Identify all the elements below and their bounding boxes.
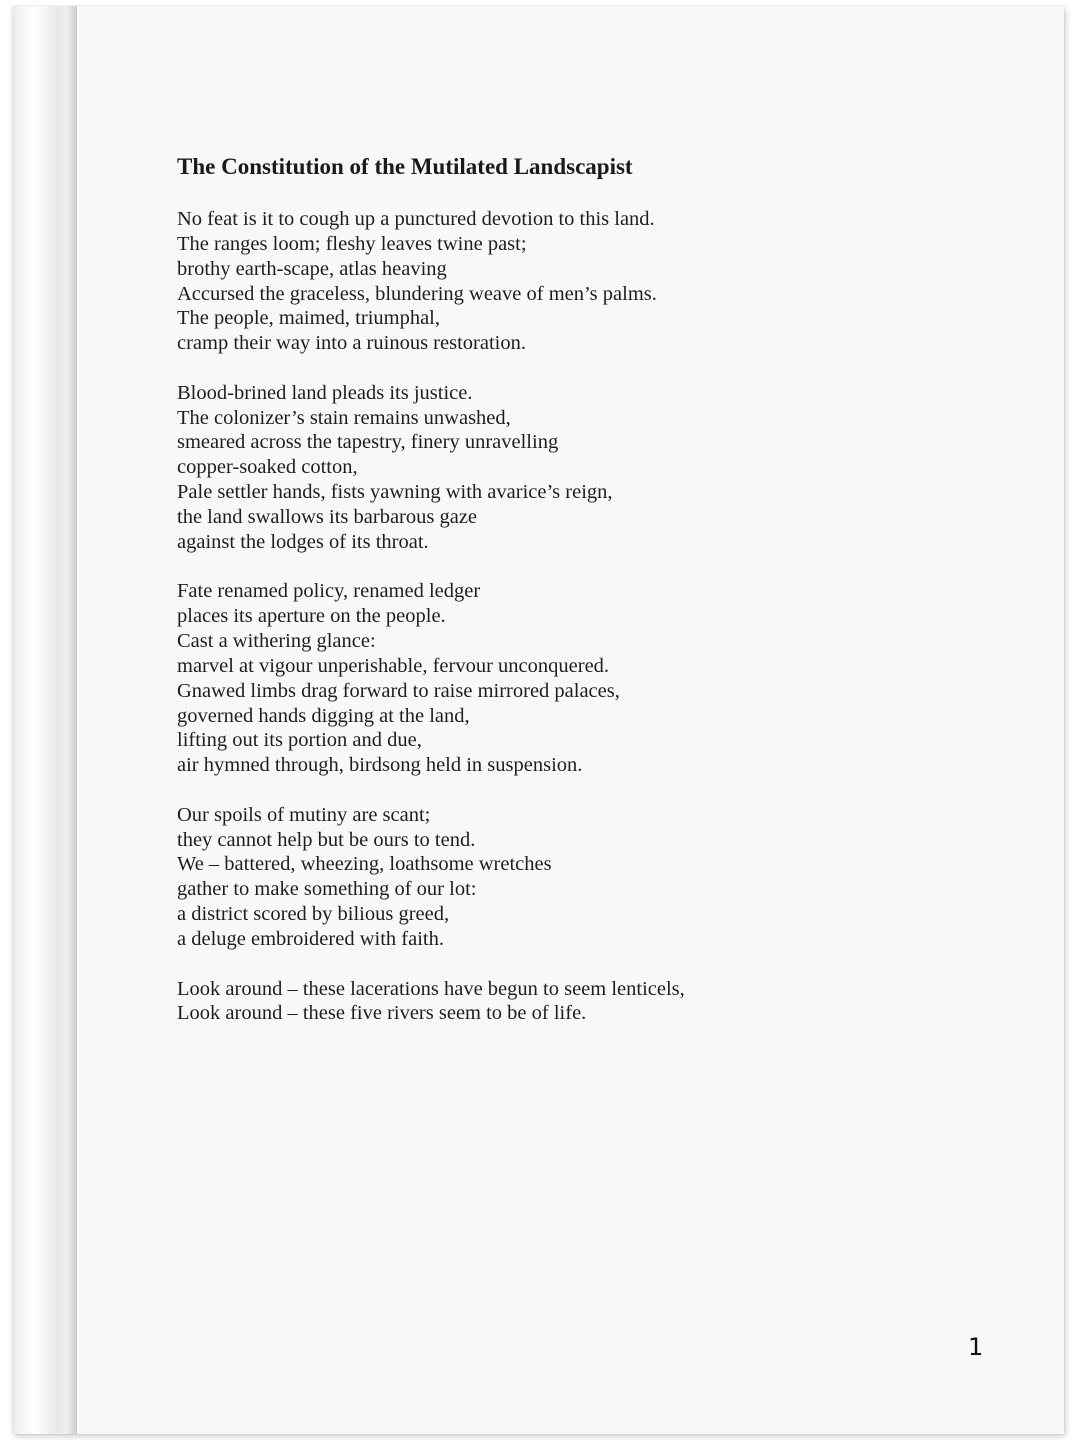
poem-line: against the lodges of its throat. [177,530,429,553]
poem-line: lifting out its portion and due, [177,729,422,752]
stanza-5 [177,977,897,1027]
poem-line: gather to make something of our lot: [177,878,477,901]
poem-line: Our spoils of mutiny are scant; [177,803,431,826]
poem-line: Accursed the graceless, blundering weave of men’s palms. [177,282,657,305]
poem-line: Gnawed limbs drag forward to raise mirrored palaces, [177,679,620,702]
poem-line: smeared across the tapestry, finery unravelling [177,431,559,454]
poem-line: Look around – these five rivers seem to be of life. [177,1002,587,1025]
poem-line: governed hands digging at the land, [177,704,470,727]
stanza-4 [177,803,897,952]
poem-line: marvel at vigour unperishable, fervour unconquered. [177,654,610,677]
poem-line: air hymned through, birdsong held in suspension. [177,754,583,777]
poem-line: The people, maimed, triumphal, [177,307,441,330]
stanza-2 [177,381,897,555]
poem-line: Blood-brined land pleads its justice. [177,381,473,404]
page-number: 1 [968,1333,984,1361]
poem-line: a deluge embroidered with faith. [177,928,444,950]
poem-line: Pale settler hands, fists yawning with avarice’s reign, [177,481,613,504]
poem-line: We – battered, wheezing, loathsome wretches [177,853,552,876]
poem-line: Fate renamed policy, renamed ledger [177,580,481,603]
poem-line: places its aperture on the people. [177,605,446,628]
stanza-1 [177,207,897,356]
poem-line: the land swallows its barbarous gaze [177,505,478,528]
poem-line: a district scored by bilious greed, [177,903,450,926]
poem-line: The ranges loom; fleshy leaves twine past; [177,232,527,255]
poem-line: Cast a withering glance: [177,630,376,653]
poem-line: cramp their way into a ruinous restoration. [177,332,526,355]
poem-line: copper-soaked cotton, [177,456,358,479]
poem-line: Look around – these lacerations have begun to seem lenticels, [177,977,685,1000]
poem-line: No feat is it to cough up a punctured devotion to this land. [177,208,655,230]
poem-line: brothy earth-scape, atlas heaving [177,257,447,280]
poem-line: The colonizer’s stain remains unwashed, [177,406,511,429]
book-spine [12,6,76,1434]
poem-body [177,207,897,1051]
poem-title: The Constitution of the Mutilated Landscapist [177,154,633,179]
poem-line: they cannot help but be ours to tend. [177,828,476,851]
stanza-3 [177,579,897,778]
